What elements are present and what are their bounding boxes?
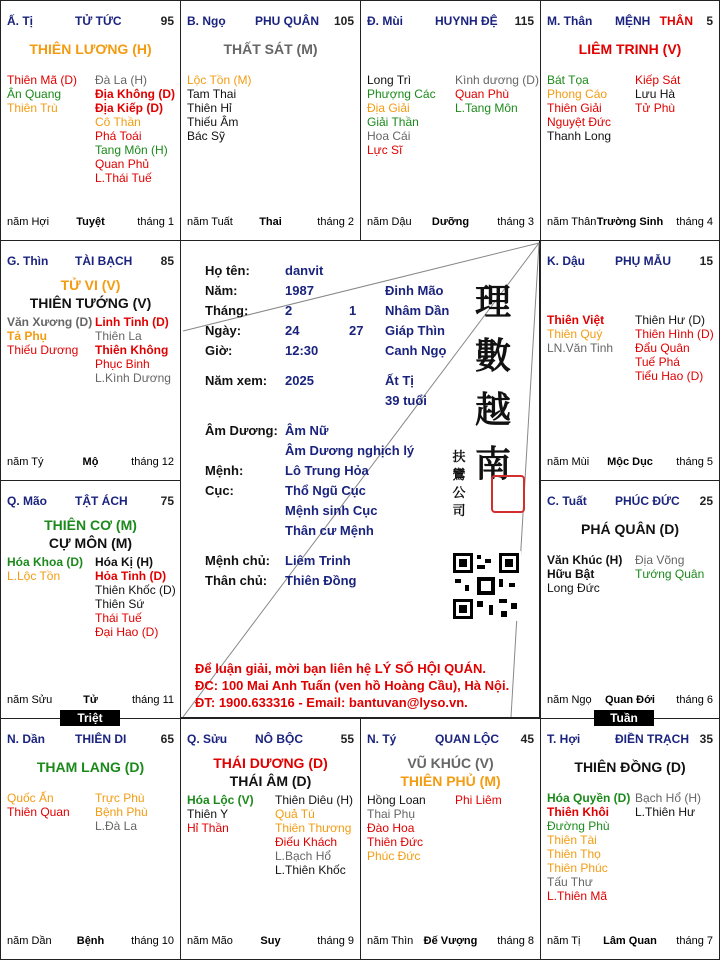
footer-month: tháng 11 [131,694,174,706]
calligraphy-char: 越 [474,389,511,431]
palace-header [187,732,354,748]
palace-header [547,494,713,510]
star-item: Phong Cáo [547,87,608,101]
seal-char: 公 [452,486,466,501]
star-item: Thiên Việt [547,313,605,327]
stars-left [7,791,70,819]
star-item: Thanh Long [547,129,612,143]
main-star: THÁI ÂM (D) [229,773,312,789]
star-item: Thiên Diêu (H) [275,793,354,807]
main-star: THAM LANG (D) [36,759,145,775]
star-item: L.Thiên Mã [547,889,608,903]
red-seal-icon [491,475,525,513]
palace-name: THIÊN DI [75,732,127,746]
palace-footer [7,456,174,470]
star-item: Phục Binh [95,357,150,371]
palace-position: K. Dậu [547,254,586,268]
label-namxem: Năm xem: [205,373,268,388]
palace-position: Q. Sửu [187,732,228,746]
value-thang-am: 1 [349,303,357,318]
star-item: Thái Tuế [95,611,142,625]
star-item: L.Lộc Tồn [7,569,61,583]
star-item: Kiếp Sát [635,73,681,87]
contact-line-3: ĐT: 1900.633316 - Email: bantuvan@lyso.vn. [195,695,468,710]
palace-number: 85 [160,254,174,268]
star-item: Lực Sĩ [367,143,403,157]
footer-month: tháng 10 [131,935,174,947]
stars-left [367,793,426,863]
palace-number: 55 [340,732,354,746]
star-item: Thiếu Âm [187,115,239,129]
small-seal-text [449,449,469,521]
value-gio: 12:30 [285,343,319,358]
star-item: Điếu Khách [275,835,338,849]
palace-number: 15 [699,254,713,268]
calligraphy-char: 數 [474,335,511,377]
footer-year: năm Hợi [7,216,50,228]
star-item: Hóa Quyền (D) [547,791,631,805]
star-item: L.Thái Tuế [95,171,152,185]
star-item: Trực Phù [95,791,145,805]
label-nam: Năm: [205,283,238,298]
star-item: Thiên Hỉ [187,101,232,115]
stars-left [7,315,92,357]
star-item: Thiếu Dương [7,343,79,357]
star-item: Thiên Hình (D) [635,327,714,341]
main-star: LIÊM TRINH (V) [578,41,682,57]
star-item: Tướng Quân [635,567,705,581]
label-cuc: Cục: [205,483,234,498]
star-item: Giải Thần [367,115,419,129]
star-item: Hoa Cái [367,129,411,143]
footer-year: năm Mùi [547,456,590,468]
star-item: Địa Không (D) [95,87,175,101]
contact-line-2: ĐC: 100 Mai Anh Tuấn (ven hồ Hoàng Cầu), Hà Nội. [195,678,510,693]
palace-header [367,732,534,748]
palace-name: PHỤ MẪU [615,254,671,268]
value-cuc-1: Thổ Ngũ Cục [285,483,366,498]
palace-header [7,254,174,270]
palace-name: QUAN LỘC [435,732,499,746]
label-thanchu: Thân chủ: [205,573,268,588]
value-tuoi: 39 tuổi [385,393,427,408]
star-item: Đào Hoa [367,821,415,835]
star-item: Thiên Không [95,343,169,357]
stars-right [455,793,502,807]
label-thang: Tháng: [205,303,249,318]
palace-header [547,732,713,748]
star-item: Địa Kiếp (D) [95,101,164,115]
main-star: THIÊN PHỦ (M) [400,773,501,789]
palace-position: T. Hợi [547,732,581,746]
star-item: Quan Phủ [95,157,150,171]
footer-month: tháng 12 [131,456,174,468]
center-info-panel [180,240,540,718]
palace-cell [180,718,361,960]
star-item: Bệnh Phù [95,805,148,819]
footer-year: năm Tý [7,456,44,468]
star-item: Thiên Khôi [547,805,609,819]
label-gio: Giờ: [205,343,233,358]
footer-year: năm Dần [7,935,52,947]
footer-phase: Tuyệt [76,216,105,228]
star-item: Hóa Kị (H) [95,555,153,569]
star-item: L.Đà La [95,819,138,833]
palace-number: 45 [520,732,534,746]
palace-cell [540,480,720,719]
stars-left [547,553,622,595]
value-cuc-2: Mệnh sinh Cục [285,503,378,518]
palace-footer [7,216,174,230]
seal-char: 扶 [452,450,466,465]
triet-marker: Triệt [60,710,120,726]
value-thanchu: Thiên Đồng [285,573,357,588]
palace-header [367,14,534,30]
stars-left [547,791,630,903]
star-item: Thiên Hư (D) [635,313,706,327]
palace-cell [360,0,541,241]
palace-footer [7,935,174,949]
palace-cell [0,240,181,481]
palace-position: N. Tý [367,732,397,746]
palace-footer [367,216,534,230]
palace-cell [540,718,720,960]
star-item: Thiên Khốc (D) [95,583,176,597]
palace-header [7,14,174,30]
stars-left [7,555,83,583]
palace-cell [0,480,181,719]
palace-footer [547,216,713,230]
value-gio-can: Canh Ngọ [385,343,447,358]
value-thang: 2 [285,303,293,318]
star-item: Thiên Giải [547,101,602,115]
footer-year: năm Tuất [187,216,233,228]
star-item: Hồng Loan [367,793,426,807]
palace-name: PHU QUÂN [255,14,320,28]
footer-phase: Thai [259,216,282,228]
footer-month: tháng 3 [497,216,534,228]
value-menhchu: Liêm Trinh [285,553,351,568]
stars-right [635,791,701,819]
palace-position: Q. Mão [7,494,48,508]
palace-name: MỆNH [615,14,651,28]
seal-char: 司 [452,504,466,519]
calligraphy-char: 南 [474,443,511,485]
star-item: Long Trì [367,73,412,87]
star-item: Tấu Thư [547,875,593,889]
star-item: Đường Phù [547,819,610,833]
main-star: THÁI DƯƠNG (D) [213,755,328,771]
palace-position: N. Dần [7,732,46,746]
palace-footer [547,935,713,949]
footer-month: tháng 6 [676,694,713,706]
palace-footer [367,935,534,949]
footer-year: năm Sửu [7,694,53,706]
footer-month: tháng 8 [497,935,534,947]
value-namxem-can: Ất Tị [385,373,414,388]
star-item: Thai Phụ [367,807,416,821]
qr-code-icon [451,551,521,621]
star-item: LN.Văn Tinh [547,341,614,355]
footer-month: tháng 7 [676,935,713,947]
star-item: Nguyệt Đức [547,115,612,129]
star-item: Thiên La [95,329,142,343]
star-item: L.Thiên Khốc [275,863,346,877]
palace-header [7,732,174,748]
value-hoten: danvit [285,263,324,278]
stars-right [95,315,171,385]
value-ngay-can: Giáp Thìn [385,323,445,338]
star-item: Cô Thần [95,115,141,129]
main-star: THIÊN CƠ (M) [44,517,137,533]
palace-footer [547,694,713,708]
footer-phase: Đế Vượng [423,935,478,947]
footer-month: tháng 9 [317,935,354,947]
palace-header [7,494,174,510]
star-item: L.Thiên Hư [635,805,696,819]
main-star: THẤT SÁT (M) [223,41,318,57]
label-menh: Mệnh: [205,463,244,478]
main-star: THIÊN ĐỒNG (D) [574,759,686,775]
star-item: Thiên Mã (D) [7,73,78,87]
palace-position: B. Ngọ [187,14,226,28]
star-item: Hỏa Tinh (D) [95,569,167,583]
footer-phase: Bệnh [76,935,105,947]
value-cuc-3: Thân cư Mệnh [285,523,374,538]
star-item: Hóa Khoa (D) [7,555,83,569]
star-item: Tử Phù [635,101,676,115]
star-item: Đại Hao (D) [95,625,159,639]
footer-phase: Dưỡng [431,216,470,228]
stars-right [95,791,148,833]
palace-position: M. Thân [547,14,593,28]
star-item: Quả Tú [275,807,315,821]
footer-year: năm Thân [547,216,597,228]
palace-name: HUYNH ĐỆ [435,14,498,28]
stars-right [635,553,704,581]
value-menh: Lô Trung Hỏa [285,463,369,478]
star-item: Phá Toái [95,129,142,143]
star-item: Tiểu Hao (D) [635,369,704,383]
star-item: Hỉ Thần [187,821,229,835]
label-amduong: Âm Dương: [205,423,278,438]
main-star: THIÊN LƯƠNG (H) [29,41,152,57]
star-item: Long Đức [547,581,600,595]
stars-left [187,793,254,835]
palace-footer [187,935,354,949]
star-item: Đẩu Quân [635,341,690,355]
palace-name: ĐIỀN TRẠCH [615,732,689,746]
stars-right [95,555,176,639]
star-item: Bát Tọa [547,73,589,87]
footer-year: năm Mão [187,935,233,947]
main-star: PHÁ QUÂN (D) [581,521,679,537]
palace-number: 25 [699,494,713,508]
footer-phase: Suy [260,935,281,947]
main-star: TỬ VI (V) [60,277,121,293]
star-item: Tam Thai [187,87,237,101]
main-star: THIÊN TƯỚNG (V) [29,295,152,311]
palace-name-than: THÂN [659,14,693,28]
star-item: Thiên Đức [367,835,424,849]
palace-number: 105 [333,14,354,28]
star-item: Hóa Lộc (V) [187,793,254,807]
footer-year: năm Tị [547,935,581,947]
value-amduong-2: Âm Dương nghịch lý [285,443,415,458]
star-item: Thiên Thọ [547,847,601,861]
calligraphy-char: 理 [474,281,511,323]
palace-footer [187,216,354,230]
star-item: L.Kình Dương [95,371,171,385]
star-item: Tuế Phá [635,355,680,369]
footer-month: tháng 2 [317,216,354,228]
star-item: Quan Phù [455,87,510,101]
footer-phase: Lâm Quan [603,935,657,947]
star-item: Thiên Quan [7,805,70,819]
palace-number: 75 [160,494,174,508]
star-item: Thiên Tài [547,833,597,847]
star-item: Tang Môn (H) [95,143,168,157]
palace-name: NÔ BỘC [255,732,303,746]
palace-number: 95 [160,14,174,28]
footer-year: năm Ngọ [547,694,592,706]
footer-year: năm Thìn [367,935,414,947]
palace-cell [0,0,181,241]
palace-name: PHÚC ĐỨC [615,494,680,508]
star-item: L.Bạch Hổ [275,849,332,863]
stars-left [547,73,611,143]
label-menhchu: Mệnh chủ: [205,553,270,568]
value-nam-can: Đinh Mão [385,283,444,298]
value-ngay-am: 27 [349,323,364,338]
star-item: Phượng Các [367,87,436,101]
footer-phase: Tử [83,694,98,706]
star-item: Thiên Thương [275,821,352,835]
palace-footer [7,694,174,708]
main-star: CỰ MÔN (M) [48,535,133,551]
star-item: Lưu Hà [635,87,676,101]
star-item: Văn Khúc (H) [547,553,623,567]
stars-right [635,73,680,115]
palace-position: C. Tuất [547,494,587,508]
stars-right [635,313,714,383]
star-item: Hữu Bật [547,567,595,581]
stars-left [547,313,613,355]
palace-cell [180,0,361,241]
star-item: L.Tang Môn [455,101,518,115]
palace-name: TẬT ÁCH [75,494,128,508]
footer-phase: Mộ [82,456,99,468]
star-item: Tả Phụ [7,329,48,343]
value-ngay: 24 [285,323,300,338]
footer-phase: Mộc Dục [607,456,653,468]
tuan-marker: Tuần [594,710,654,726]
star-item: Quốc Ấn [7,791,54,805]
star-item: Địa Giải [367,101,410,115]
stars-right [95,73,175,185]
contact-line-1: Để luận giải, mời bạn liên hệ LÝ SỐ HỘI QUÁN. [195,661,486,676]
footer-month: tháng 4 [676,216,713,228]
star-item: Bạch Hổ (H) [635,791,702,805]
star-item: Kình dương (D) [455,73,539,87]
palace-number: 5 [706,14,713,28]
value-amduong-1: Âm Nữ [285,423,329,438]
footer-month: tháng 1 [137,216,174,228]
value-thang-can: Nhâm Dần [385,303,450,318]
footer-month: tháng 5 [676,456,713,468]
palace-position: Đ. Mùi [367,14,403,28]
stars-right [275,793,353,877]
palace-number: 115 [514,14,534,28]
star-item: Thiên Phúc [547,861,608,875]
palace-number: 35 [699,732,713,746]
palace-cell [360,718,541,960]
value-nam: 1987 [285,283,314,298]
palace-position: G. Thìn [7,254,49,268]
seal-char: 鸞 [452,468,466,483]
footer-year: năm Dậu [367,216,412,228]
star-item: Thiên Quý [547,327,603,341]
palace-cell [0,718,181,960]
star-item: Địa Võng [635,553,685,567]
star-item: Bác Sỹ [187,129,226,143]
palace-name: TỬ TỨC [75,14,122,28]
palace-header [547,254,713,270]
star-item: Thiên Y [187,807,229,821]
star-item: Ân Quang [7,87,62,101]
stars-left [367,73,436,157]
label-hoten: Họ tên: [205,263,250,278]
star-item: Thiên Trù [7,101,58,115]
calligraphy-logo [471,275,515,491]
stars-left [187,73,251,143]
palace-position: Ấ. Tị [7,14,33,28]
palace-header [547,14,713,30]
footer-phase: Quan Đới [605,694,655,706]
stars-left [7,73,77,115]
star-item: Đà La (H) [95,73,148,87]
value-namxem: 2025 [285,373,314,388]
star-item: Lộc Tồn (M) [187,73,252,87]
main-star: VŨ KHÚC (V) [407,755,494,771]
label-ngay: Ngày: [205,323,242,338]
palace-cell [540,240,720,481]
star-item: Văn Xương (D) [7,315,93,329]
star-item: Linh Tinh (D) [95,315,169,329]
palace-footer [547,456,713,470]
palace-cell [540,0,720,241]
stars-right [455,73,539,115]
footer-phase: Trường Sinh [596,216,664,228]
star-item: Phúc Đức [367,849,421,863]
star-item: Phi Liêm [455,793,502,807]
palace-number: 65 [160,732,174,746]
star-item: Thiên Sứ [95,597,145,611]
palace-name: TÀI BẠCH [75,254,133,268]
palace-header [187,14,354,30]
